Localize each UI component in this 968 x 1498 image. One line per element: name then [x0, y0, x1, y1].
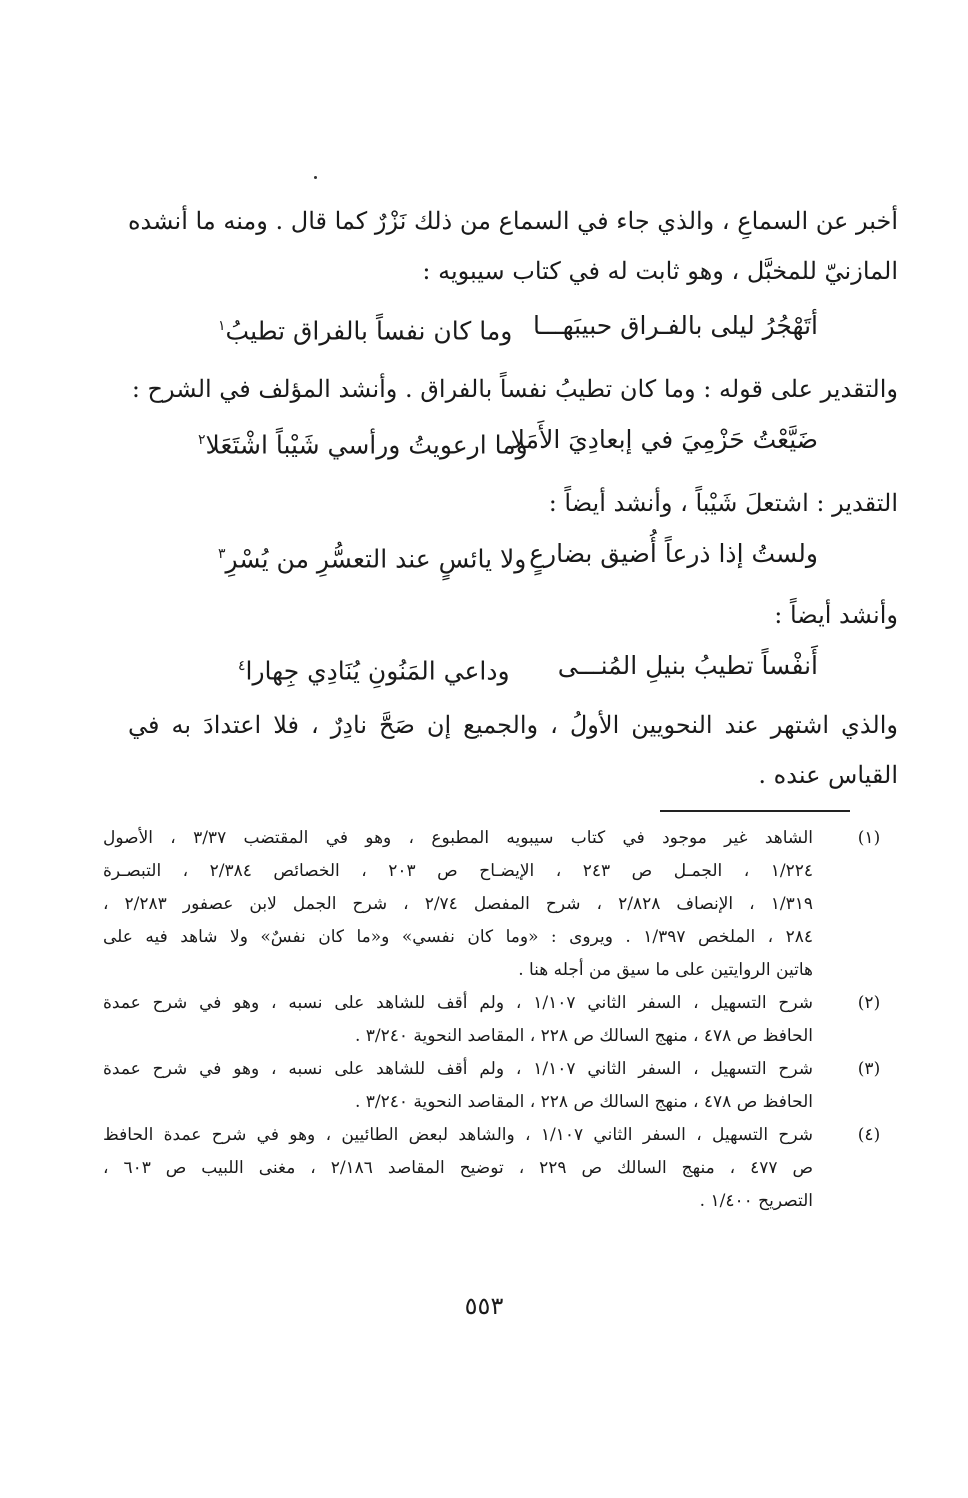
footnotes	[103, 822, 893, 1218]
footnote-line: ٢٨٤ ، الملخص ١/٣٩٧ . ويروى : «وما كان نفسي» و«ما كان نفسٌ» ولا شاهد فيه على	[103, 927, 814, 947]
footnote-line: هاتين الروايتين على ما سيق من أجله هنا .	[518, 960, 813, 980]
footnote-1	[103, 822, 893, 987]
verse-2	[198, 418, 818, 462]
footnote-ref: ٢	[198, 432, 206, 448]
footnote-ref: ٣	[218, 546, 226, 562]
footnote-4	[103, 1119, 893, 1218]
verse-second-hemistich	[218, 532, 526, 581]
paragraph-2	[128, 364, 898, 414]
paragraph-4	[128, 590, 898, 640]
text-line: وأنشد أيضاً :	[774, 601, 898, 629]
text-line: المازنيّ للمخبَّل ، وهو ثابت له في كتاب سيبويه :	[422, 257, 898, 285]
footnote-line: شرح التسهيل ، السفر الثاني ١/١٠٧ ، ولم أقف للشاهد على نسبه ، وهو في شرح عمدة	[103, 993, 813, 1013]
paragraph-5	[128, 700, 898, 800]
footnote-line: ص ٤٧٧ ، منهج السالك ص ٢٢٩ ، توضيح المقاصد ٢/١٨٦ ، مغنى اللبيب ص ٦٠٣ ،	[103, 1158, 814, 1178]
footnote-number: (٤)	[857, 1125, 881, 1145]
paragraph-1	[128, 196, 898, 296]
page-number: ٥٥٣	[464, 1292, 504, 1320]
verse-first-hemistich: ضَيَّعْتُ حَزْمِيَ في إبعادِيَ الأَمَلا	[510, 425, 818, 454]
text-line: والذي اشتهر عند النحويين الأولُ ، والجميع إن صَحَّ نادِرٌ ، فلا اعتدادَ به في	[128, 711, 898, 739]
verse-second-hemistich	[238, 644, 510, 693]
text-line: والتقدير على قوله : وما كان تطيبُ نفساً بالفراق . وأنشد المؤلف في الشرح :	[131, 375, 898, 403]
paragraph-3	[128, 478, 898, 528]
verse-4	[238, 644, 818, 688]
verse-first-hemistich: ولستُ إذا ذرعاً أُضيق بضارعٍ	[529, 539, 818, 568]
footnote-number: (٢)	[857, 993, 881, 1013]
verse-first-hemistich: أتَهْجُرُ ليلى بالفـراق حبيبَهـــا	[533, 311, 818, 340]
footnote-line: شرح التسهيل ، السفر الثاني ١/١٠٧ ، والشاهد لبعض الطائيين ، وهو في شرح عمدة الحافظ	[103, 1125, 813, 1145]
footnote-separator	[660, 810, 850, 812]
text-line: التقدير : اشتعلَ شَيْباً ، وأنشد أيضاً :	[548, 489, 898, 517]
footnote-line: ١/٢٢٤ ، الجمـل ص ٢٤٣ ، الإيضـاح ص ٢٠٣ ، الخصائص ٢/٣٨٤ ، التبصـرة	[103, 861, 813, 881]
verse-second-hemistich	[218, 304, 512, 353]
verse-1	[218, 304, 818, 348]
footnote-ref: ١	[218, 318, 226, 334]
verse-second-hemistich	[198, 418, 528, 467]
footnote-number: (٣)	[857, 1059, 881, 1079]
footnote-line: الشاهد غير موجود في كتاب سيبويه المطبوع ، وهو في المقتضب ٣/٣٧ ، الأصول	[103, 828, 813, 848]
verse-second-text: وما كان نفساً بالفراق تطيبُ	[225, 316, 513, 346]
verse-second-text: وداعي المَنُونِ يُنَادِي جِهارا	[245, 656, 510, 686]
footnote-line: شرح التسهيل ، السفر الثاني ١/١٠٧ ، ولم أقف للشاهد على نسبه ، وهو في شرح عمدة	[103, 1059, 813, 1079]
ink-speck	[314, 176, 317, 179]
footnote-ref: ٤	[238, 658, 246, 674]
footnote-line: الحافظ ص ٤٧٨ ، منهج السالك ص ٢٢٨ ، المقاصد النحوية ٣/٢٤٠ .	[354, 1026, 813, 1046]
text-line: القياس عنده .	[758, 761, 898, 789]
verse-first-hemistich: أَنفْساً تطيبُ بنيلِ المُنـــى	[557, 651, 818, 680]
footnote-line: ١/٣١٩ ، الإنصاف ٢/٨٢٨ ، شرح المفصل ٢/٧٤ ، شرح الجمل لابن عصفور ٢/٢٨٣ ،	[103, 894, 813, 914]
footnote-line: التصريح ١/٤٠٠ .	[699, 1191, 813, 1211]
footnote-line: الحافظ ص ٤٧٨ ، منهج السالك ص ٢٢٨ ، المقاصد النحوية ٣/٢٤٠ .	[354, 1092, 813, 1112]
verse-3	[218, 532, 818, 576]
verse-second-text: ولا يائسٍ عند التعسُّرِ من يُسْرِ	[225, 544, 527, 574]
text-line: أخبر عن السماعِ ، والذي جاء في السماع من ذلك نَزْرٌ كما قال . ومنه ما أنشده	[127, 207, 898, 235]
verse-second-text: وما ارعويتُ ورأسي شَيْباً اشْتَعَلا	[205, 430, 528, 460]
footnote-number: (١)	[857, 828, 881, 848]
footnote-2	[103, 987, 893, 1053]
footnote-3	[103, 1053, 893, 1119]
